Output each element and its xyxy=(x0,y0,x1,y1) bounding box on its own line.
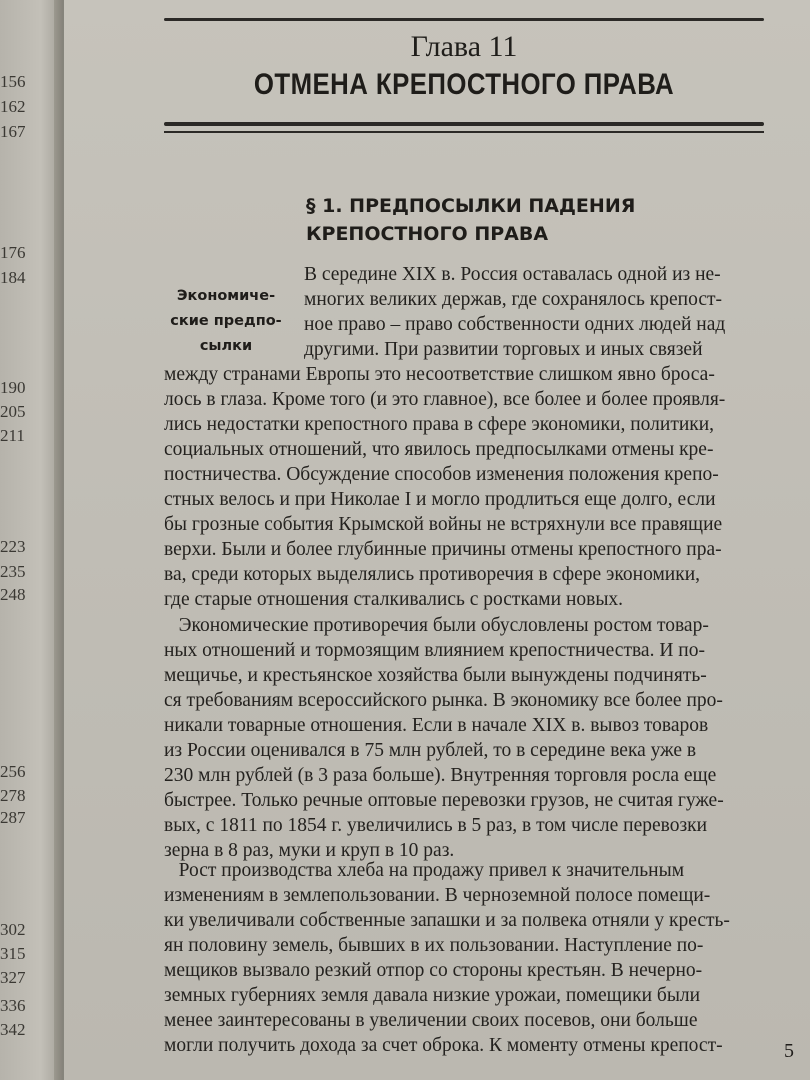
page-number: 5 xyxy=(784,1040,794,1062)
margin-number: 278 xyxy=(0,786,26,805)
chapter-label: Глава 11 xyxy=(410,30,518,63)
section-title-line: КРЕПОСТНОГО ПРАВА xyxy=(306,223,549,245)
section-title-line: § 1. ПРЕДПОСЫЛКИ ПАДЕНИЯ xyxy=(306,195,636,217)
paragraph-1-indented: В середине XIX в. Россия оставалась одной из не- многих великих держав, где сохранялось крепост- ное право – право собственности одних людей над другими. При развитии торговых и иных связей xyxy=(304,264,726,360)
margin-number: 156 xyxy=(0,72,26,91)
chapter-title: ОТМЕНА КРЕПОСТНОГО ПРАВА xyxy=(253,68,675,101)
margin-side-note xyxy=(164,284,288,359)
margin-number: 176 xyxy=(0,243,26,262)
margin-number: 162 xyxy=(0,97,26,116)
margin-number: 327 xyxy=(0,968,26,987)
left-page-line-numbers xyxy=(0,0,30,1080)
paragraph-1-body: между странами Европы это несоответствие слишком явно броса- лось в глаза. Кроме того (и это главное), все более и более проявля- лись недостатки крепостного права в сфере экономики, политики, социальных отношений, что явилось предпосылками отмены кре- постничества. Обсуждение способов изменения положения крепо- стных велось и при Николае I и могло продлиться еще долго, если бы грозные события Крымской войны не встряхнули все правящие верхи. Были и более глубинные причины отмены крепостного пра- ва, среди которых выделялись противоречия в сфере экономики, где старые отношения сталкивались с ростками новых. xyxy=(164,364,726,610)
margin-number: 235 xyxy=(0,562,26,581)
margin-number: 287 xyxy=(0,808,26,827)
margin-number: 315 xyxy=(0,944,26,963)
side-note-line: сылки xyxy=(199,338,253,354)
book-page xyxy=(64,0,810,1080)
margin-number: 190 xyxy=(0,378,26,397)
margin-number: 342 xyxy=(0,1020,26,1039)
chapter-top-rule xyxy=(164,18,764,21)
section-title xyxy=(306,192,766,248)
side-note-line: ские предпо- xyxy=(170,313,282,329)
paragraph-2: Экономические противоречия были обусловлены ростом товар- ных отношений и тормозящим влиянием крепостничества. И по- мещичье, и крестьянское хозяйства были вынуждены подчинять- ся требованиям всероссийского рынка. В экономику все более про- никали товарные отношения. Если в начале XIX в. вывоз товаров из России оценивался в 75 млн рублей, то в середине века уже в 230 млн рублей (в 3 раза больше). Внутренняя торговля росла еще быстрее. Только речные оптовые перевозки грузов, не считая гуже- вых, с 1811 по 1854 г. увеличились в 5 раз, в том числе перевозки зерна в 8 раз, муки и круп в 10 раз. xyxy=(164,615,724,861)
margin-number: 256 xyxy=(0,762,26,781)
margin-number: 248 xyxy=(0,585,26,604)
margin-number: 223 xyxy=(0,537,26,556)
paragraph-3: Рост производства хлеба на продажу привел к значительным изменениям в землепользовании. В черноземной полосе помещи- ки увеличивали собственные запашки и за полвека отняли у кресть- ян половину земель, бывших в их пользовании. Наступление по- мещиков вызвало резкий отпор со стороны крестьян. В нечерно- земных губерниях земля давала низкие урожаи, помещики были менее заинтересованы в увеличении своих посевов, они больше могли получить дохода за счет оброка. К моменту отмены крепост- xyxy=(164,860,730,1056)
margin-number: 336 xyxy=(0,996,26,1015)
margin-number: 205 xyxy=(0,402,26,421)
chapter-bottom-rule xyxy=(164,122,764,126)
margin-number: 167 xyxy=(0,122,26,141)
chapter-bottom-rule-thin xyxy=(164,131,764,133)
side-note-line: Экономиче- xyxy=(176,288,276,304)
margin-number: 184 xyxy=(0,268,26,287)
margin-number: 302 xyxy=(0,920,26,939)
margin-number: 211 xyxy=(0,426,25,445)
left-page-edge xyxy=(0,0,58,1080)
